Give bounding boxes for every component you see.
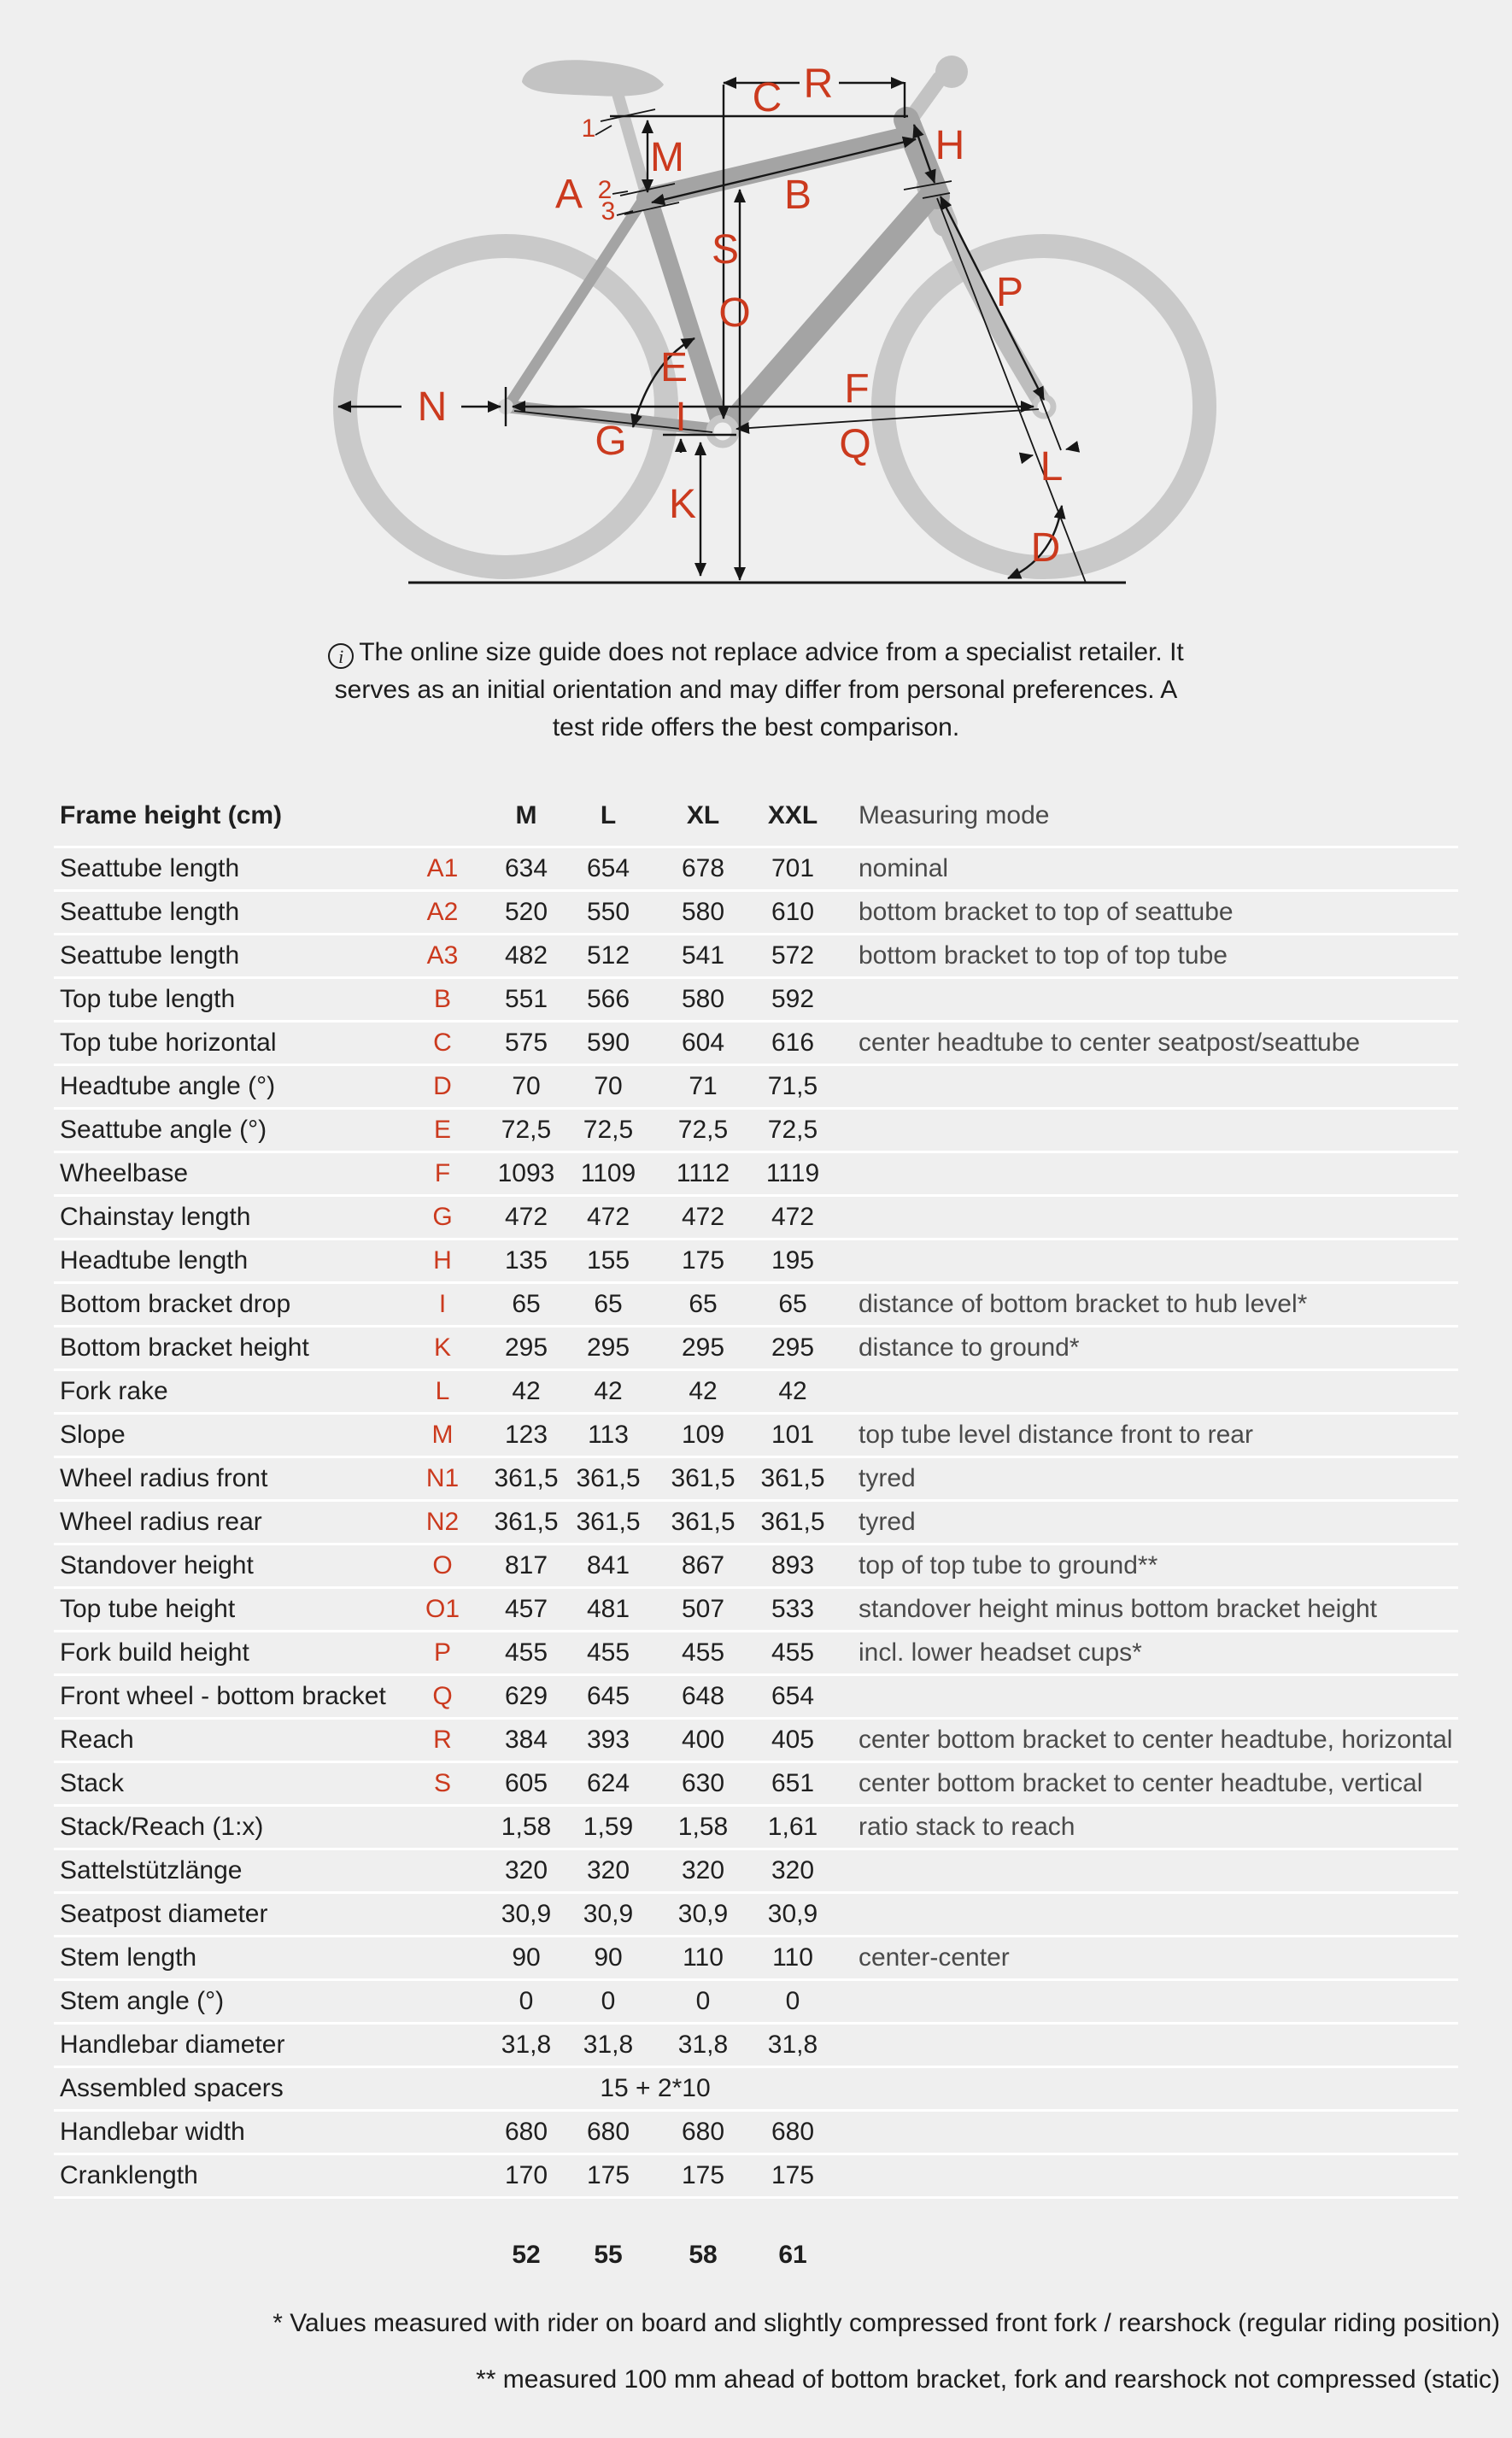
row-value-m: 482: [504, 941, 548, 970]
row-value-m: 15 + 2*10: [600, 2074, 711, 2102]
row-value-xxl: 65: [778, 1290, 807, 1318]
dim-L-arrow-right: [1066, 447, 1078, 449]
table-row: [54, 2022, 1458, 2066]
col-header-measuring-mode: Measuring mode: [859, 801, 1050, 829]
row-value-m: 472: [504, 1203, 548, 1231]
row-value-m: 575: [504, 1029, 548, 1057]
row-value-xxl: 101: [771, 1421, 815, 1449]
row-value-xl: 110: [683, 1943, 724, 1972]
row-value-l: 31,8: [583, 2031, 634, 2059]
label-2: 2: [597, 176, 612, 204]
row-value-l: 65: [594, 1290, 623, 1318]
row-value-xxl: 533: [771, 1595, 815, 1623]
row-value-l: 654: [586, 854, 630, 882]
table-row: [54, 1848, 1458, 1891]
row-value-xl: 1112: [676, 1159, 730, 1187]
table-row: [54, 1368, 1458, 1412]
seatpost: [617, 91, 646, 193]
row-value-l: 175: [586, 2161, 630, 2189]
fork: [933, 190, 1044, 405]
row-measuring-mode: nominal: [859, 854, 949, 882]
table-row: [54, 2066, 1458, 2109]
row-label: Front wheel - bottom bracket: [60, 1682, 386, 1710]
row-value-xxl: 361,5: [760, 1508, 825, 1536]
row-measuring-mode: distance to ground*: [859, 1333, 1080, 1362]
row-label: Seattube angle (°): [60, 1116, 267, 1144]
row-value-xl: 400: [681, 1726, 725, 1754]
row-value-m: 605: [504, 1769, 548, 1797]
row-value-xl: 31,8: [677, 2031, 729, 2059]
row-value-l: 841: [586, 1551, 630, 1579]
row-label: Wheelbase: [60, 1159, 189, 1187]
row-code: Q: [432, 1682, 453, 1710]
row-value-m: 90: [512, 1943, 541, 1972]
label-S: S: [711, 227, 740, 273]
row-code: N1: [425, 1464, 460, 1492]
label-M: M: [650, 135, 684, 180]
table-rows: [54, 846, 1458, 2196]
row-label: Seattube length: [60, 941, 240, 970]
row-value-xl: 580: [681, 898, 725, 926]
row-value-xl: 1,58: [677, 1813, 729, 1841]
row-value-xl: 42: [689, 1377, 718, 1405]
info-line-3: test ride offers the best comparison.: [552, 713, 960, 741]
bottom-bracket: [710, 419, 735, 444]
row-measuring-mode: bottom bracket to top of top tube: [859, 941, 1228, 970]
row-value-xxl: 31,8: [767, 2031, 818, 2059]
row-value-xl: 630: [681, 1769, 725, 1797]
row-code: E: [433, 1116, 451, 1144]
row-label: Handlebar width: [60, 2118, 245, 2146]
table-row: [54, 846, 1458, 889]
size-cm-l: 55: [594, 2241, 623, 2269]
row-measuring-mode: top of top tube to ground**: [859, 1551, 1158, 1579]
info-line-1: [0, 634, 1512, 671]
row-value-l: 624: [586, 1769, 630, 1797]
row-value-m: 457: [504, 1595, 548, 1623]
row-measuring-mode: distance of bottom bracket to hub level*: [859, 1290, 1308, 1318]
row-label: Fork build height: [60, 1638, 249, 1667]
row-measuring-mode: incl. lower headset cups*: [859, 1638, 1142, 1667]
table-row: [54, 1673, 1458, 1717]
row-value-xxl: 616: [771, 1029, 815, 1057]
col-header-xl: XL: [686, 801, 720, 829]
row-value-m: 123: [504, 1421, 548, 1449]
row-value-xxl: 701: [771, 854, 815, 882]
row-code: R: [433, 1726, 452, 1754]
row-value-xl: 680: [681, 2118, 725, 2146]
row-value-m: 629: [504, 1682, 548, 1710]
row-value-xl: 361,5: [671, 1464, 735, 1492]
table-row: [54, 889, 1458, 933]
row-value-xl: 361,5: [671, 1508, 735, 1536]
row-value-xl: 472: [681, 1203, 725, 1231]
row-value-l: 70: [594, 1072, 623, 1100]
row-label: Sattelstützlänge: [60, 1856, 243, 1884]
table-header: [54, 786, 1458, 846]
row-label: Bottom bracket height: [60, 1333, 309, 1362]
table-row: [54, 1891, 1458, 1935]
size-cm-xxl: 61: [778, 2241, 807, 2269]
row-value-xl: 678: [681, 854, 725, 882]
row-code: A3: [426, 941, 459, 970]
row-value-xxl: 654: [771, 1682, 815, 1710]
row-label: Slope: [60, 1421, 126, 1449]
row-value-xxl: 320: [771, 1856, 815, 1884]
row-value-l: 30,9: [583, 1900, 634, 1928]
label-B: B: [783, 173, 812, 218]
row-value-l: 155: [586, 1246, 630, 1275]
row-value-xl: 0: [695, 1987, 711, 2015]
label-O: O: [718, 290, 751, 336]
row-measuring-mode: bottom bracket to top of seattube: [859, 898, 1234, 926]
row-code: N2: [425, 1508, 460, 1536]
row-value-xxl: 110: [772, 1943, 813, 1972]
row-value-l: 1109: [580, 1159, 636, 1187]
table-row: [54, 1412, 1458, 1456]
label-D: D: [1030, 525, 1061, 571]
row-value-xxl: 42: [778, 1377, 807, 1405]
label-3: 3: [601, 197, 616, 226]
label-G: G: [595, 419, 627, 464]
label-1: 1: [581, 114, 596, 143]
row-value-xxl: 295: [771, 1333, 815, 1362]
row-value-l: 1,59: [583, 1813, 634, 1841]
label-N: N: [417, 384, 448, 430]
table-row: [54, 1281, 1458, 1325]
row-value-m: 170: [504, 2161, 548, 2189]
row-code: C: [433, 1029, 452, 1057]
row-value-xl: 65: [689, 1290, 718, 1318]
table-row: [54, 1543, 1458, 1586]
row-value-m: 31,8: [501, 2031, 552, 2059]
row-measuring-mode: center-center: [859, 1943, 1010, 1972]
row-code: G: [432, 1203, 453, 1231]
leader-1: [595, 126, 612, 135]
row-value-l: 550: [586, 898, 630, 926]
row-value-xxl: 71,5: [767, 1072, 818, 1100]
dim-L-arrow-left: [1022, 455, 1033, 458]
row-code: I: [438, 1290, 447, 1318]
label-L: L: [1040, 444, 1064, 489]
row-value-xxl: 1119: [765, 1159, 820, 1187]
table-row: [54, 1151, 1458, 1194]
table-row: [54, 1107, 1458, 1151]
row-measuring-mode: tyred: [859, 1508, 916, 1536]
row-value-l: 72,5: [583, 1116, 634, 1144]
label-P: P: [995, 270, 1024, 315]
row-code: A1: [426, 854, 459, 882]
label-C: C: [752, 75, 782, 120]
row-code: A2: [426, 898, 459, 926]
geometry-diagram: [0, 0, 1512, 624]
row-value-m: 384: [504, 1726, 548, 1754]
row-value-xxl: 610: [771, 898, 815, 926]
row-value-l: 472: [586, 1203, 630, 1231]
row-value-m: 817: [504, 1551, 548, 1579]
row-code: O: [432, 1551, 453, 1579]
row-value-xl: 507: [681, 1595, 725, 1623]
row-value-l: 361,5: [576, 1464, 641, 1492]
row-label: Seattube length: [60, 898, 240, 926]
col-header-l: L: [600, 801, 617, 829]
row-value-xl: 541: [681, 941, 725, 970]
row-value-xl: 455: [681, 1638, 725, 1667]
row-value-l: 512: [586, 941, 630, 970]
table-row: [54, 1935, 1458, 1978]
row-value-xxl: 175: [771, 2161, 815, 2189]
table-row: [54, 1456, 1458, 1499]
size-guide-note: [0, 634, 1512, 747]
row-label: Top tube length: [60, 985, 236, 1013]
size-cm-xl: 58: [689, 2241, 718, 2269]
table-row: [54, 933, 1458, 976]
row-code: K: [433, 1333, 451, 1362]
table-row: [54, 1761, 1458, 1804]
table-row: [54, 1717, 1458, 1761]
row-value-xl: 109: [681, 1421, 725, 1449]
row-label: Fork rake: [60, 1377, 168, 1405]
row-value-xxl: 195: [771, 1246, 815, 1275]
top-tube: [647, 135, 914, 198]
row-label: Wheel radius rear: [60, 1508, 262, 1536]
footnote-2: ** measured 100 mm ahead of bottom bracket, fork and rearshock not compressed (static): [476, 2365, 1500, 2394]
row-label: Top tube horizontal: [60, 1029, 277, 1057]
table-row: [54, 1978, 1458, 2022]
table-row: [54, 2153, 1458, 2196]
saddle: [522, 60, 664, 96]
row-value-xxl: 680: [771, 2118, 815, 2146]
row-value-m: 1,58: [501, 1813, 552, 1841]
row-value-l: 0: [601, 1987, 616, 2015]
row-measuring-mode: top tube level distance front to rear: [859, 1421, 1253, 1449]
leader-2: [612, 191, 628, 194]
row-label: Top tube height: [60, 1595, 236, 1623]
row-value-l: 320: [586, 1856, 630, 1884]
table-row: [54, 1238, 1458, 1281]
row-value-xl: 72,5: [677, 1116, 729, 1144]
label-I: I: [675, 395, 687, 440]
row-value-m: 30,9: [501, 1900, 552, 1928]
row-value-l: 481: [586, 1595, 630, 1623]
row-code: B: [433, 985, 451, 1013]
table-row: [54, 1064, 1458, 1107]
frame-sizes-row: [54, 2235, 1458, 2276]
row-value-xl: 175: [681, 2161, 725, 2189]
row-value-m: 320: [504, 1856, 548, 1884]
row-value-xxl: 572: [771, 941, 815, 970]
row-label: Seatpost diameter: [60, 1900, 268, 1928]
row-value-m: 634: [504, 854, 548, 882]
geometry-table: [54, 786, 1458, 2276]
row-value-m: 72,5: [501, 1116, 552, 1144]
row-value-l: 590: [586, 1029, 630, 1057]
row-value-xxl: 455: [771, 1638, 815, 1667]
row-value-xl: 71: [689, 1072, 718, 1100]
row-value-xxl: 651: [771, 1769, 815, 1797]
row-value-xl: 604: [681, 1029, 725, 1057]
row-value-m: 42: [512, 1377, 541, 1405]
row-value-m: 551: [504, 985, 548, 1013]
row-value-m: 70: [512, 1072, 541, 1100]
row-value-m: 520: [504, 898, 548, 926]
table-row: [54, 1194, 1458, 1238]
row-code: M: [431, 1421, 454, 1449]
label-K: K: [668, 482, 697, 527]
row-code: D: [433, 1072, 452, 1100]
row-value-xxl: 472: [771, 1203, 815, 1231]
row-value-xl: 320: [681, 1856, 725, 1884]
row-value-xl: 867: [681, 1551, 725, 1579]
row-code: L: [435, 1377, 450, 1405]
row-code: F: [434, 1159, 451, 1187]
row-value-xxl: 1,61: [767, 1813, 818, 1841]
row-label: Handlebar diameter: [60, 2031, 285, 2059]
row-label: Reach: [60, 1726, 134, 1754]
table-row: [54, 2109, 1458, 2153]
row-value-xxl: 893: [771, 1551, 815, 1579]
table-title: Frame height (cm): [60, 801, 283, 829]
row-measuring-mode: center headtube to center seatpost/seattube: [859, 1029, 1361, 1057]
row-value-l: 42: [594, 1377, 623, 1405]
row-value-m: 135: [504, 1246, 548, 1275]
label-A: A: [554, 172, 583, 217]
row-value-xxl: 592: [771, 985, 815, 1013]
row-label: Cranklength: [60, 2161, 198, 2189]
row-value-xxl: 0: [785, 1987, 800, 2015]
row-label: Stem length: [60, 1943, 197, 1972]
bike-geometry-svg: [0, 0, 1512, 624]
row-value-xl: 648: [681, 1682, 725, 1710]
row-value-m: 680: [504, 2118, 548, 2146]
info-icon: i: [328, 643, 354, 669]
row-value-l: 393: [586, 1726, 630, 1754]
row-measuring-mode: center bottom bracket to center headtube, vertical: [859, 1769, 1423, 1797]
row-label: Headtube length: [60, 1246, 249, 1275]
row-value-m: 361,5: [494, 1464, 559, 1492]
row-value-l: 566: [586, 985, 630, 1013]
handlebar-grip: [935, 56, 968, 88]
col-header-xxl: XXL: [767, 801, 818, 829]
row-value-xl: 175: [681, 1246, 725, 1275]
row-value-m: 1093: [497, 1159, 555, 1187]
label-Q: Q: [839, 422, 871, 467]
row-value-l: 295: [586, 1333, 630, 1362]
row-value-l: 680: [586, 2118, 630, 2146]
footnote-1: * Values measured with rider on board and slightly compressed front fork / rearshock (regular riding position): [273, 2309, 1500, 2337]
row-value-xxl: 30,9: [767, 1900, 818, 1928]
dim-P: [941, 196, 1044, 400]
table-row: [54, 1020, 1458, 1064]
row-label: Assembled spacers: [60, 2074, 284, 2102]
row-value-l: 645: [586, 1682, 630, 1710]
row-measuring-mode: center bottom bracket to center headtube, horizontal: [859, 1726, 1453, 1754]
table-row: [54, 1499, 1458, 1543]
row-measuring-mode: tyred: [859, 1464, 916, 1492]
table-row: [54, 1804, 1458, 1848]
row-value-m: 455: [504, 1638, 548, 1667]
row-code: O1: [425, 1595, 460, 1623]
footnotes: [0, 2305, 1512, 2399]
row-label: Bottom bracket drop: [60, 1290, 291, 1318]
row-measuring-mode: ratio stack to reach: [859, 1813, 1075, 1841]
row-value-xxl: 405: [771, 1726, 815, 1754]
row-code: P: [433, 1638, 451, 1667]
row-value-l: 361,5: [576, 1508, 641, 1536]
label-R: R: [803, 62, 834, 107]
row-label: Stem angle (°): [60, 1987, 225, 2015]
row-value-l: 113: [588, 1421, 629, 1449]
label-E: E: [659, 345, 689, 390]
row-label: Standover height: [60, 1551, 254, 1579]
col-header-m: M: [515, 801, 537, 829]
label-H: H: [935, 123, 965, 168]
info-line-2: serves as an initial orientation and may differ from personal preferences. A: [334, 676, 1178, 704]
row-value-l: 90: [594, 1943, 623, 1972]
row-value-l: 455: [586, 1638, 630, 1667]
row-value-m: 361,5: [494, 1508, 559, 1536]
row-label: Headtube angle (°): [60, 1072, 276, 1100]
table-row: [54, 1325, 1458, 1368]
row-label: Chainstay length: [60, 1203, 251, 1231]
row-label: Stack: [60, 1769, 125, 1797]
table-row: [54, 1586, 1458, 1630]
size-cm-m: 52: [512, 2241, 541, 2269]
row-value-xl: 30,9: [677, 1900, 729, 1928]
row-code: S: [433, 1769, 451, 1797]
row-value-xxl: 72,5: [767, 1116, 818, 1144]
row-value-m: 295: [504, 1333, 548, 1362]
row-label: Seattube length: [60, 854, 240, 882]
label-F: F: [844, 366, 870, 412]
table-row: [54, 976, 1458, 1020]
row-value-m: 65: [512, 1290, 541, 1318]
row-label: Stack/Reach (1:x): [60, 1813, 264, 1841]
table-bottom-separator: [54, 2196, 1458, 2199]
row-label: Wheel radius front: [60, 1464, 268, 1492]
table-row: [54, 1630, 1458, 1673]
row-measuring-mode: standover height minus bottom bracket height: [859, 1595, 1378, 1623]
row-value-xxl: 361,5: [760, 1464, 825, 1492]
row-code: H: [433, 1246, 452, 1275]
info-text-1: The online size guide does not replace advice from a specialist retailer. It: [359, 638, 1184, 666]
row-value-xl: 580: [681, 985, 725, 1013]
row-value-xl: 295: [681, 1333, 725, 1362]
row-value-m: 0: [519, 1987, 534, 2015]
